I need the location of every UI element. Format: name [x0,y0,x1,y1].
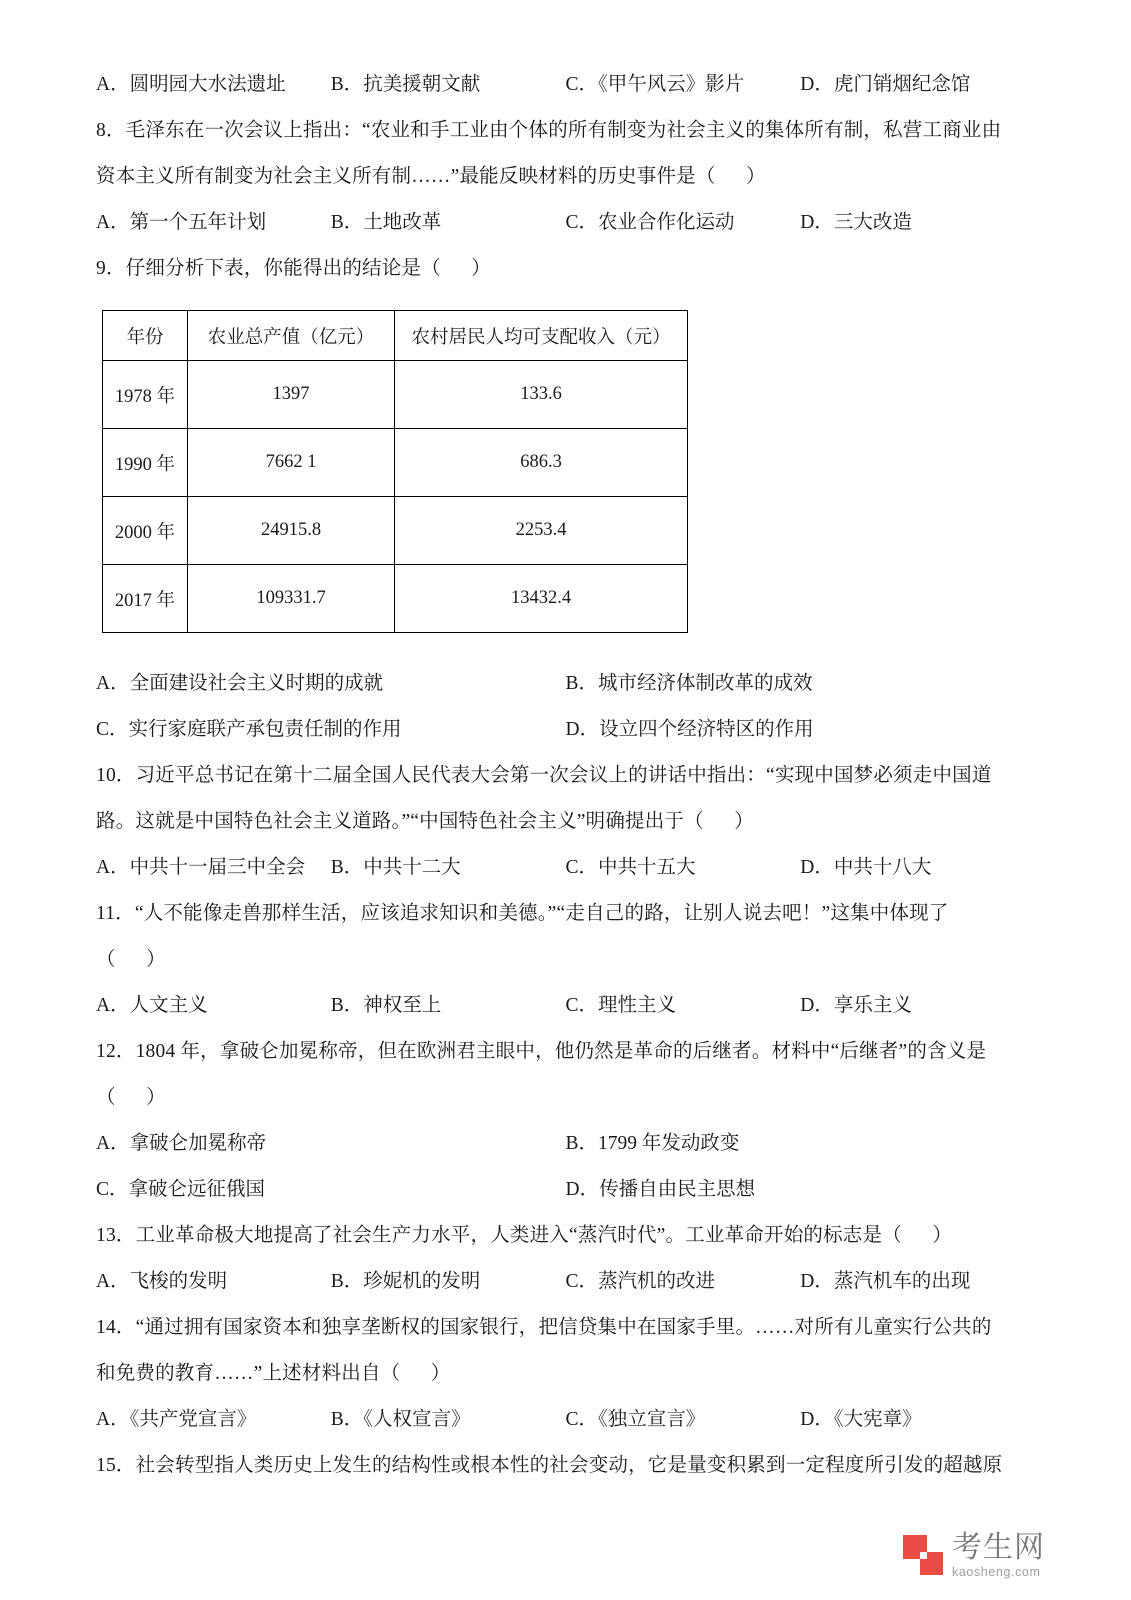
question-options [96,62,1035,108]
option-a: A．人文主义 [96,995,208,1016]
option-b: B．《人权宣言》 [330,1409,471,1430]
table-header-cell: 年份 [103,311,188,361]
table-cell-income: 686.3 [395,429,688,497]
question-options [96,983,1035,1029]
option-b: B．城市经济体制改革的成效 [565,673,813,694]
option-c: C．蒸汽机的改进 [565,1271,716,1292]
watermark-title: 考生网 [952,1530,1045,1564]
table-row [103,429,688,497]
question-options [96,845,1035,891]
watermark [903,1530,1045,1579]
question-options [96,200,1035,246]
data-table [102,310,688,633]
table-cell-income: 133.6 [395,361,688,429]
option-c: C．《独立宣言》 [565,1409,706,1430]
table-row [103,361,688,429]
question-options [96,1167,1035,1213]
question-stem-line: 15．社会转型指人类历史上发生的结构性或根本性的社会变动，它是量变积累到一定程度所引发的超越原 [96,1455,1003,1476]
question-stem-line: （ ） [96,1087,166,1108]
option-c: C．实行家庭联产承包责任制的作用 [96,719,402,740]
option-a: A．《共产党宣言》 [96,1409,257,1430]
question-stem-line: 10．习近平总书记在第十二届全国人民代表大会第一次会议上的讲话中指出：“实现中国梦必须走中国道 [96,765,992,786]
option-a: A．全面建设社会主义时期的成就 [96,673,384,694]
question-options [96,1259,1035,1305]
question-stem-line: 路。这就是中国特色社会主义道路。”“中国特色社会主义”明确提出于（ ） [96,811,754,832]
table-cell-year: 1990 年 [103,429,188,497]
option-c: C．农业合作化运动 [565,212,735,233]
question-stem-line: 14．“通过拥有国家资本和独享垄断权的国家银行，把信贷集中在国家手里。……对所有儿童实行公共的 [96,1317,992,1338]
watermark-subtitle: kaosheng.com [952,1564,1041,1579]
option-b: B．1799 年发动政变 [565,1133,740,1154]
option-d: D．三大改造 [800,212,912,233]
table-cell-output: 109331.7 [188,565,395,633]
option-d: D．中共十八大 [800,857,932,878]
table-header-cell: 农业总产值（亿元） [188,311,395,361]
table-header-cell: 农村居民人均可支配收入（元） [395,311,688,361]
option-a: A．中共十一届三中全会 [96,857,306,878]
option-c: C．中共十五大 [565,857,696,878]
table-row [103,565,688,633]
question-stem-line: 12．1804 年，拿破仑加冕称帝，但在欧洲君主眼中，他仍然是革命的后继者。材料中“后继者”的含义是 [96,1041,987,1062]
table-cell-year: 2000 年 [103,497,188,565]
option-d: D．虎门销烟纪念馆 [800,74,971,95]
option-a: A．第一个五年计划 [96,212,267,233]
option-d: D．享乐主义 [800,995,912,1016]
table-cell-output: 7662 1 [188,429,395,497]
option-a: A．飞梭的发明 [96,1271,228,1292]
spacer [96,633,1035,661]
question-options [96,1397,1035,1443]
option-c: C．拿破仑远征俄国 [96,1179,266,1200]
option-a: A．圆明园大水法遗址 [96,74,286,95]
option-b: B．神权至上 [330,995,442,1016]
question-options [96,707,1035,753]
question-stem-line: 11．“人不能像走兽那样生活，应该追求知识和美德。”“走自己的路，让别人说去吧！”这集中体现了 [96,903,949,924]
question-options [96,661,1035,707]
option-d: D．蒸汽机车的出现 [800,1271,971,1292]
question-stem-line: 8．毛泽东在一次会议上指出：“农业和手工业由个体的所有制变为社会主义的集体所有制，私营工商业由 [96,120,1002,141]
question-options [96,1121,1035,1167]
option-b: B．土地改革 [330,212,442,233]
table-cell-year: 2017 年 [103,565,188,633]
option-c: C．《甲午风云》影片 [565,74,745,95]
table-cell-income: 13432.4 [395,565,688,633]
option-b: B．中共十二大 [330,857,461,878]
watermark-text [952,1530,1045,1579]
table-header-row [103,311,688,361]
watermark-logo-icon [903,1535,943,1575]
option-d: D．设立四个经济特区的作用 [565,719,814,740]
option-d: D．《大宪章》 [800,1409,922,1430]
option-d: D．传播自由民主思想 [565,1179,756,1200]
question-stem-line: （ ） [96,949,166,970]
table-cell-output: 24915.8 [188,497,395,565]
table-cell-year: 1978 年 [103,361,188,429]
option-c: C．理性主义 [565,995,677,1016]
table-cell-income: 2253.4 [395,497,688,565]
option-a: A．拿破仑加冕称帝 [96,1133,267,1154]
question-stem-line: 和免费的教育……”上述材料出自（ ） [96,1363,451,1384]
question-stem-line: 资本主义所有制变为社会主义所有制……”最能反映材料的历史事件是（ ） [96,166,766,187]
option-b: B．珍妮机的发明 [330,1271,481,1292]
question-stem-line: 13．工业革命极大地提高了社会生产力水平，人类进入“蒸汽时代”。工业革命开始的标志是（ ） [96,1225,953,1246]
table-row [103,497,688,565]
table-cell-output: 1397 [188,361,395,429]
question-stem-line: 9．仔细分析下表，你能得出的结论是（ ） [96,258,492,279]
option-b: B．抗美援朝文献 [330,74,481,95]
